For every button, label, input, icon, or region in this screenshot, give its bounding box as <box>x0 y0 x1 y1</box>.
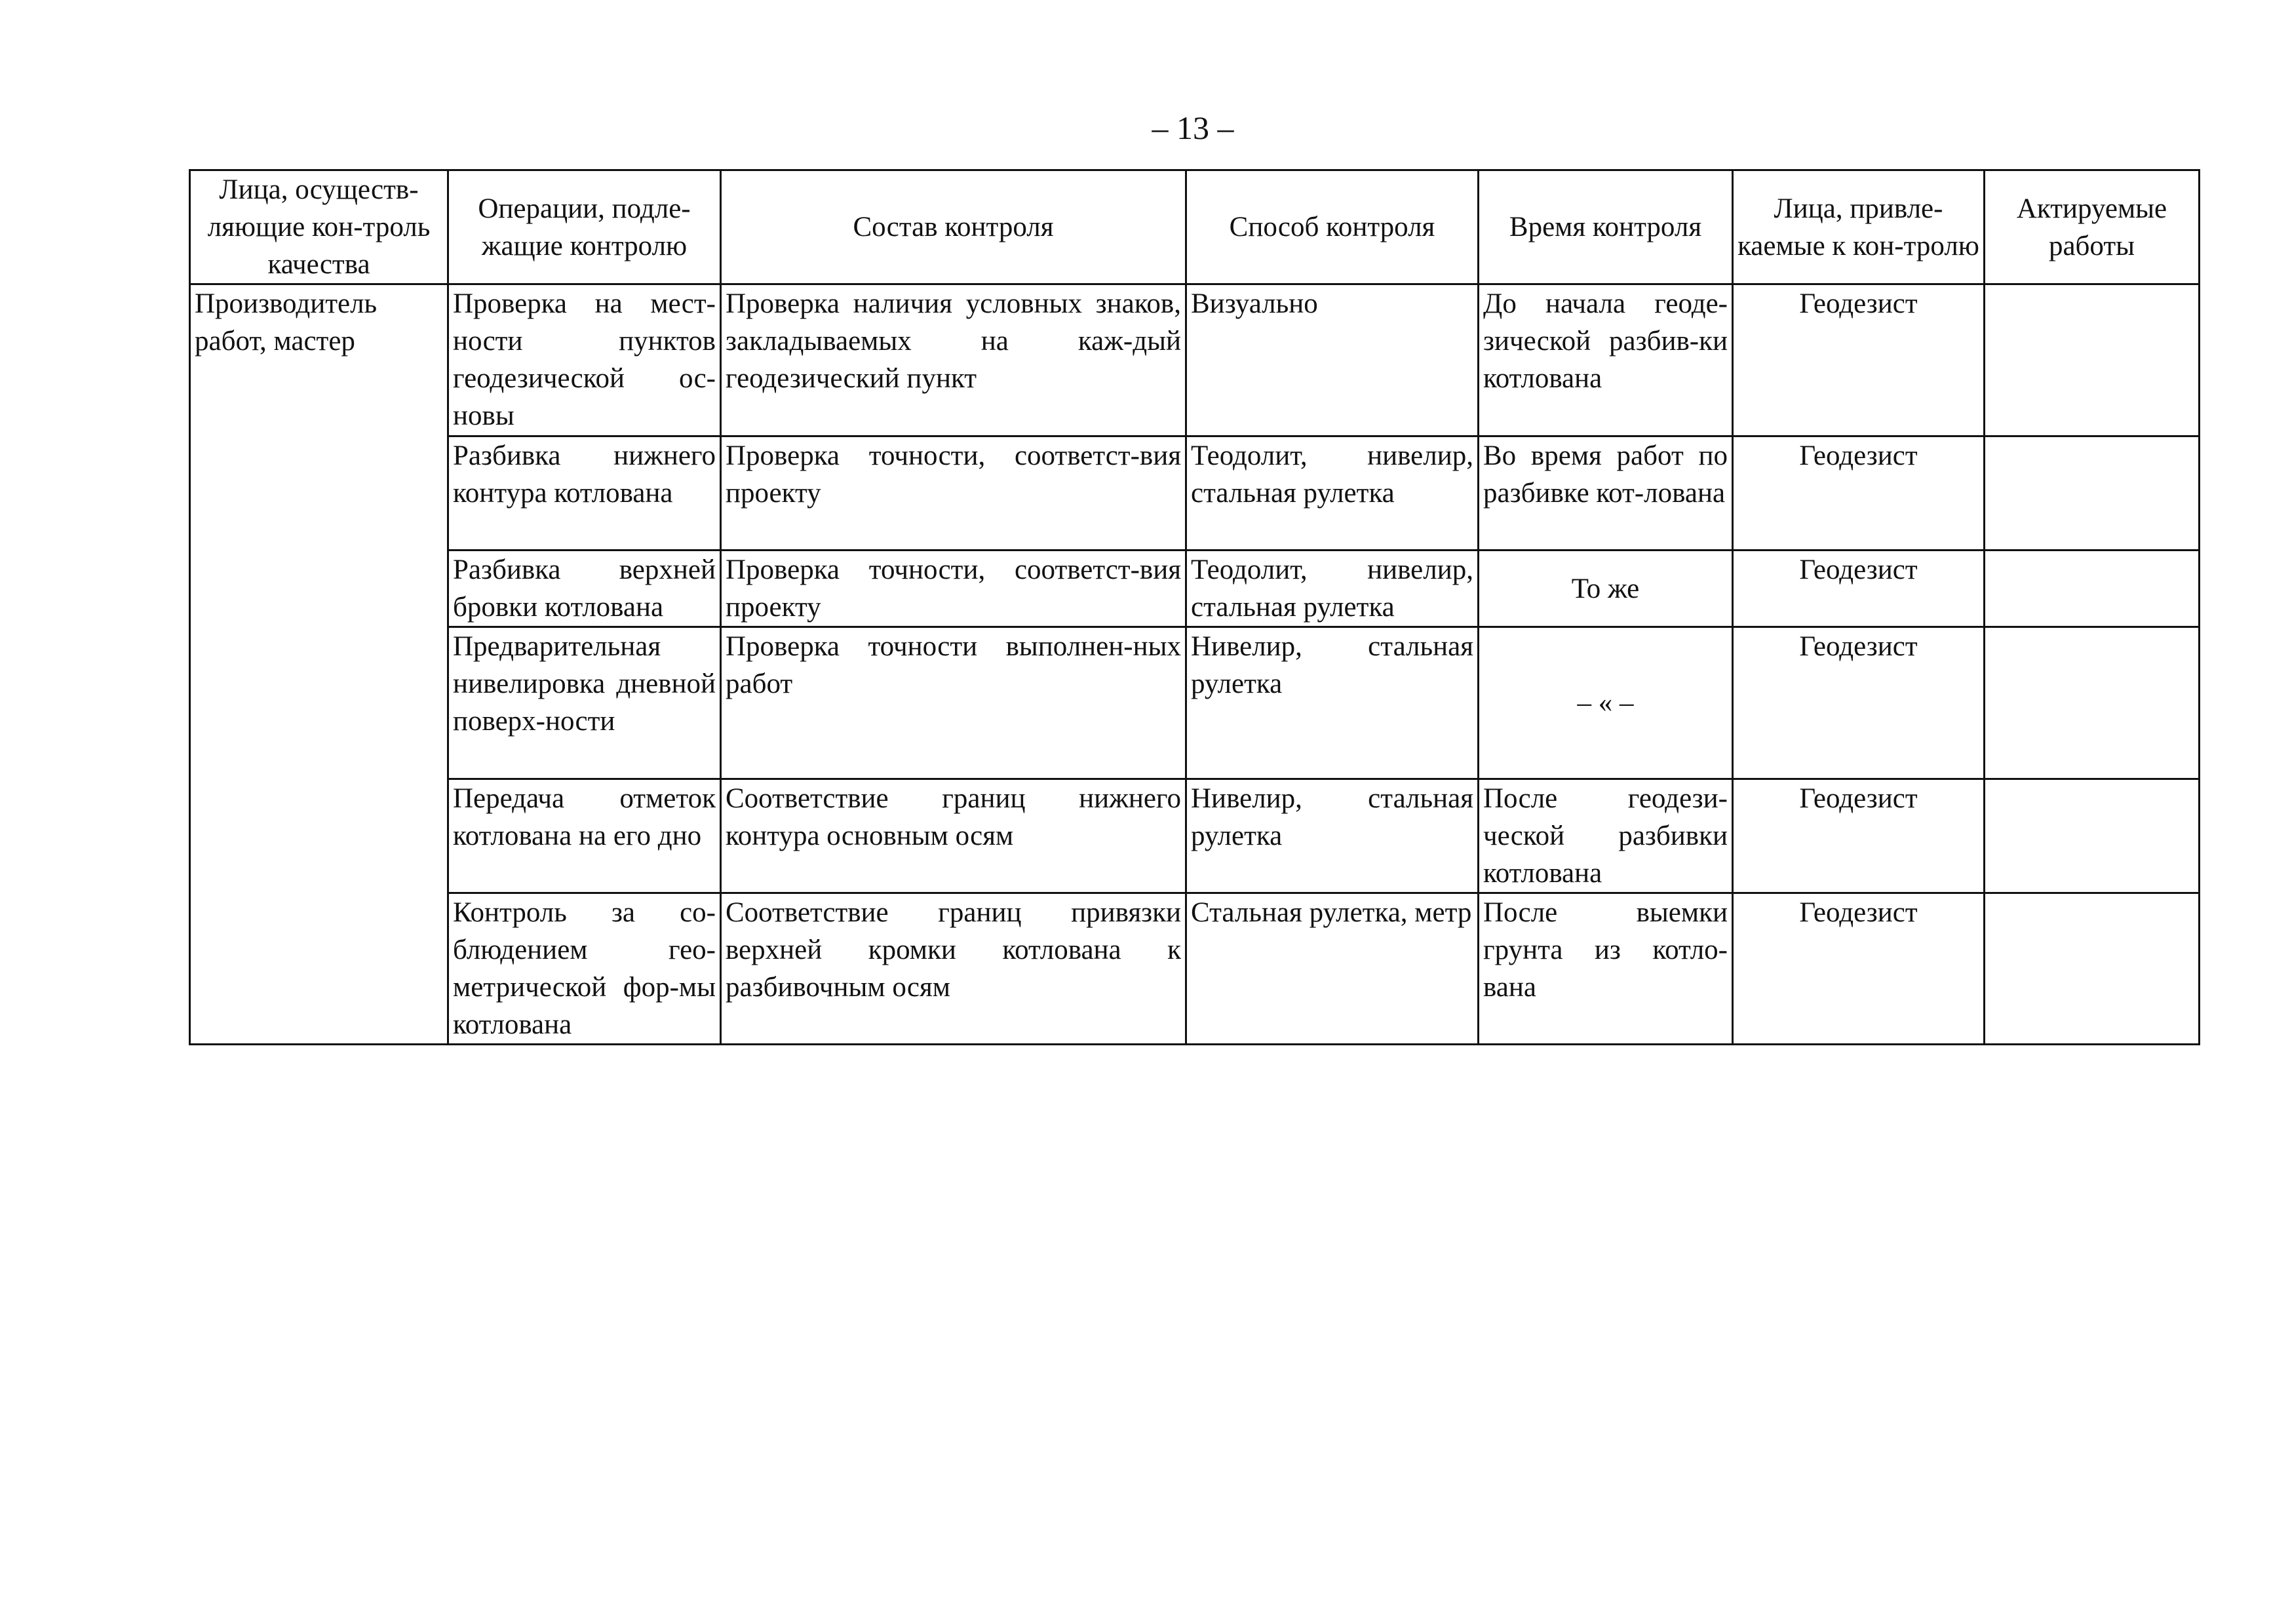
table-row <box>190 436 2200 551</box>
time-cell: После геодези-ческой разбивки котлована <box>1479 779 1733 893</box>
operation-cell: Предварительная нивелировка дневной поверх-ности <box>448 627 721 779</box>
involved-cell: Геодезист <box>1733 436 1985 551</box>
page-number: – 13 – <box>1152 109 1234 146</box>
header-persons: Лица, осуществ-ляющие кон-троль качества <box>190 170 448 284</box>
header-content: Состав контроля <box>721 170 1186 284</box>
acts-cell <box>1985 893 2200 1045</box>
involved-cell: Геодезист <box>1733 284 1985 436</box>
operation-cell: Контроль за со-блюдением гео-метрической фор-мы котлована <box>448 893 721 1045</box>
time-cell: До начала геоде-зической разбив-ки котлована <box>1479 284 1733 436</box>
acts-cell <box>1985 551 2200 627</box>
persons-cell: Производитель работ, мастер <box>190 284 448 1045</box>
method-cell: Теодолит, нивелир, стальная рулетка <box>1186 551 1479 627</box>
acts-cell <box>1985 436 2200 551</box>
involved-cell: Геодезист <box>1733 551 1985 627</box>
content-cell: Соответствие границ нижнего контура основным осям <box>721 779 1186 893</box>
table-row <box>190 284 2200 436</box>
method-cell: Стальная рулетка, метр <box>1186 893 1479 1045</box>
content-cell: Проверка наличия условных знаков, закладываемых на каж-дый геодезический пункт <box>721 284 1186 436</box>
time-cell: – « – <box>1479 627 1733 779</box>
operation-cell: Разбивка верхней бровки котлована <box>448 551 721 627</box>
method-cell: Нивелир, стальная рулетка <box>1186 627 1479 779</box>
involved-cell: Геодезист <box>1733 779 1985 893</box>
table-row <box>190 551 2200 627</box>
header-operations: Операции, подле-жащие контролю <box>448 170 721 284</box>
involved-cell: Геодезист <box>1733 893 1985 1045</box>
time-cell: То же <box>1479 551 1733 627</box>
operation-cell: Передача отметок котлована на его дно <box>448 779 721 893</box>
header-method: Способ контроля <box>1186 170 1479 284</box>
time-cell: Во время работ по разбивке кот-лована <box>1479 436 1733 551</box>
table-row <box>190 893 2200 1045</box>
table-header-row <box>190 170 2200 284</box>
content-cell: Проверка точности, соответст-вия проекту <box>721 436 1186 551</box>
header-time: Время контроля <box>1479 170 1733 284</box>
content-cell: Проверка точности, соответст-вия проекту <box>721 551 1186 627</box>
acts-cell <box>1985 779 2200 893</box>
operation-cell: Разбивка нижнего контура котлована <box>448 436 721 551</box>
method-cell: Нивелир, стальная рулетка <box>1186 779 1479 893</box>
acts-cell <box>1985 627 2200 779</box>
table-row <box>190 627 2200 779</box>
method-cell: Визуально <box>1186 284 1479 436</box>
method-cell: Теодолит, нивелир, стальная рулетка <box>1186 436 1479 551</box>
acts-cell <box>1985 284 2200 436</box>
header-involved: Лица, привле-каемые к кон-тролю <box>1733 170 1985 284</box>
content-cell: Соответствие границ привязки верхней кромки котлована к разбивочным осям <box>721 893 1186 1045</box>
involved-cell: Геодезист <box>1733 627 1985 779</box>
table-row <box>190 779 2200 893</box>
header-acts: Актируемые работы <box>1985 170 2200 284</box>
operation-cell: Проверка на мест-ности пунктов геодезической ос-новы <box>448 284 721 436</box>
quality-control-table <box>189 169 2200 1045</box>
time-cell: После выемки грунта из котло-вана <box>1479 893 1733 1045</box>
content-cell: Проверка точности выполнен-ных работ <box>721 627 1186 779</box>
